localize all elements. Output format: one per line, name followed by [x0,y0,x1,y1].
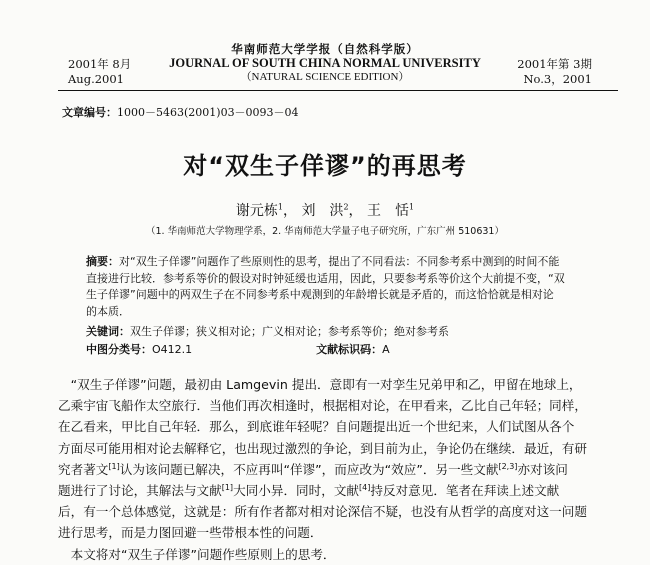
journal-name-en: JOURNAL OF SOUTH CHINA NORMAL UNIVERSITY [169,56,481,70]
abstract-label: 摘要： [86,255,119,268]
body-text-seg: 持反对意见．笔者在拜读上述文献 [370,483,560,499]
author-sep: ， [348,203,363,219]
journal-name-cn: 华南师范大学学报（自然科学版） [231,42,419,56]
header-issue [517,57,592,87]
abstract [86,254,596,320]
clc-value: O412.1 [152,343,193,356]
paper-title: 对“双生子佯谬”的再思考 [183,152,467,180]
author-2: 刘 洪 [301,203,344,219]
header-date-cn: 2001年 8月 [68,57,132,71]
clc-number [86,343,254,356]
body-line [58,459,628,480]
body-text-seg: 认为该问题已解决，不应再叫“佯谬”，而应改为“效应”．另一些文献 [119,461,499,477]
abstract-text: 对“双生子佯谬”问题作了些原则性的思考，提出了不同看法：不同参考系中测到的时间不能 [119,255,560,268]
journal-edition: （NATURAL SCIENCE EDITION） [240,71,410,83]
body-line: 后，有一个总体感觉，这就是：所有作者都对相对论深信不疑，也没有从哲学的高度对这一问题 [58,504,587,520]
keywords [86,323,449,339]
body-text-seg: 亦对该问 [517,461,568,477]
header-date-en: Aug.2001 [68,72,124,86]
clc-label: 中图分类号： [86,343,152,356]
abstract-line: 直接进行比较．参考系等价的假设对时钟延缓也适用，因此，只要参考系等价这个大前提不变，“双 [86,271,565,285]
body-text-seg: 究者著文 [58,461,109,477]
citation-ref: [1] [108,461,120,471]
doc-code-label: 文献标识码： [316,343,383,356]
keywords-value: 双生子佯谬；狭义相对论；广义相对论；参考系等价；绝对参考系 [130,325,449,338]
author-2-affil: 2 [343,202,349,212]
abstract-line: 的本质． [86,304,130,318]
citation-ref: [4] [359,482,371,492]
body-line: 在乙看来，甲比自己年轻．那么，到底谁年轻呢？自问题提出近一个世纪来，人们试图从各个 [58,419,575,435]
author-list [0,200,650,220]
body-line: 乙乘宇宙飞船作太空旅行．当他们再次相逢时，根据相对论，在甲看来，乙比自己年轻；同样， [58,398,587,414]
abstract-line [86,254,596,271]
header-issue-cn: 2001年第 3期 [517,57,592,71]
article-number [62,104,299,120]
body-line: “双生子佯谬”问题，最初由 Lamgevin 提出．意即有一对孪生兄弟甲和乙，甲留在地球上， [58,377,582,392]
body-line [58,480,628,501]
article-number-value: 1000－5463(2001)03－0093－04 [117,106,299,119]
author-sep: ， [283,203,297,219]
body-text [58,374,628,565]
author-3: 王 恬 [367,203,409,219]
author-1: 谢元栋 [235,203,278,219]
classification [86,341,452,357]
author-3-affil: 1 [409,202,415,212]
author-1-affil: 1 [277,202,283,212]
body-text-seg: 大同小异．同时，文献 [233,483,359,499]
keywords-label: 关键词： [86,325,130,338]
abstract-line: 生子佯谬”问题中的两双生子在不同参考系中观测到的年龄增长就是矛盾的，而这恰恰就是相对论 [86,288,554,302]
header-issue-en: No.3，2001 [523,72,592,86]
body-line: 进行思考，而是力图回避一些带根本性的问题． [58,525,323,541]
body-text-seg: 题进行了讨论，其解法与文献 [58,483,222,499]
article-number-label: 文章编号： [62,106,117,119]
citation-ref: [1] [221,482,234,492]
body-line: 方面尽可能用相对论去解释它，也出现过激烈的争论，到目前为止，争论仍在继续．最近，有研 [58,440,587,456]
doc-code-value: A [382,343,390,356]
affiliation: （1. 华南师范大学物理学系，2. 华南师范大学量子电子研究所，广东广州 510631） [146,226,504,237]
citation-ref: [2,3] [498,461,518,471]
header-divider [58,90,618,91]
body-line: 本文将对“双生子佯谬”问题作些原则上的思考． [58,546,336,562]
